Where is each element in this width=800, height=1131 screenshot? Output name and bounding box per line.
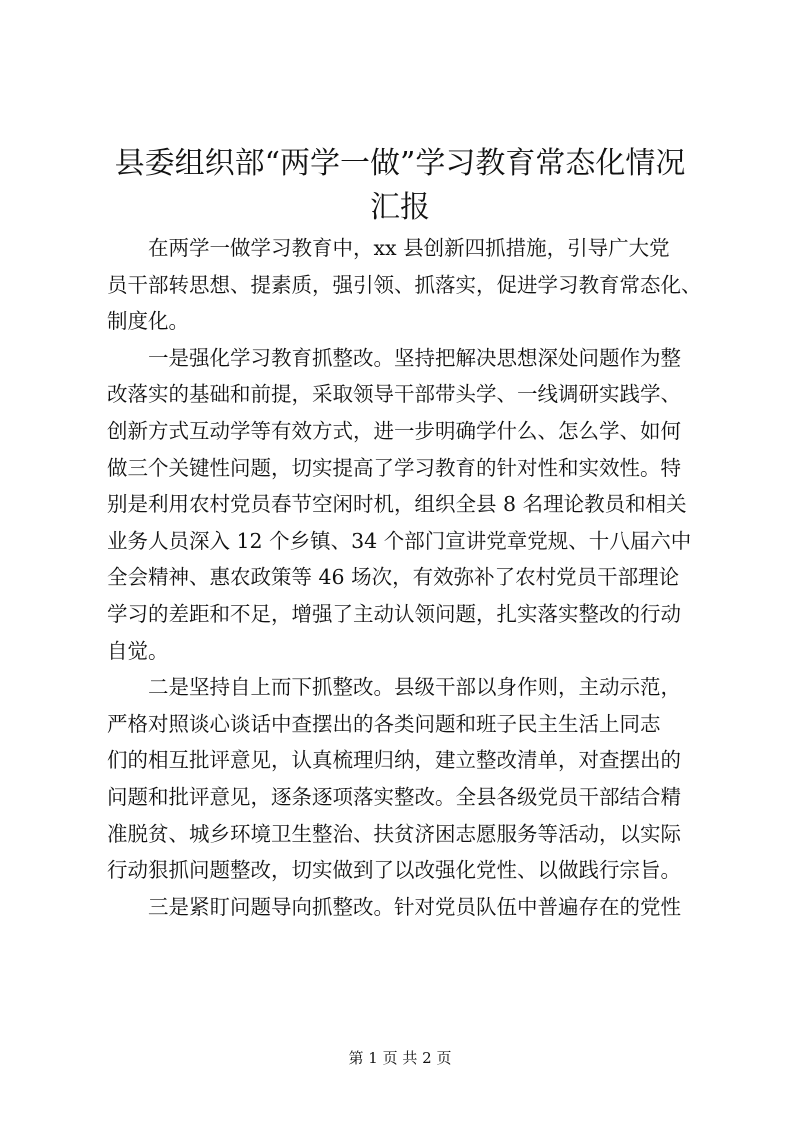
paragraph-3 xyxy=(107,889,707,926)
text-line: 改落实的基础和前提，采取领导干部带头学、一线调研实践学、 xyxy=(107,382,681,407)
text-line: 别是利用农村党员春节空闲时机，组织全县 8 名理论教员和相关 xyxy=(107,492,687,517)
text-line: 做三个关键性问题，切实提高了学习教育的针对性和实效性。特 xyxy=(107,455,681,480)
text-line: 学习的差距和不足，增强了主动认领问题，扎实落实整改的行动 xyxy=(107,601,681,626)
text-line: 创新方式互动学等有效方式，进一步明确学什么、怎么学、如何 xyxy=(107,418,681,443)
page-footer: 第 1 页 共 2 页 xyxy=(348,1049,452,1067)
paragraph-1 xyxy=(107,340,707,669)
paragraph-2 xyxy=(107,669,707,889)
text-line: 全会精神、惠农政策等 46 场次，有效弥补了农村党员干部理论 xyxy=(107,565,680,590)
document-body xyxy=(107,230,707,925)
text-line: 二是坚持自上而下抓整改。县级干部以身作则，主动示范， xyxy=(107,675,681,700)
text-line: 一是强化学习教育抓整改。坚持把解决思想深处问题作为整 xyxy=(107,345,681,370)
text-line: 业务人员深入 12 个乡镇、34 个部门宣讲党章党规、十八届六中 xyxy=(107,528,692,553)
text-line: 准脱贫、城乡环境卫生整治、扶贫济困志愿服务等活动，以实际 xyxy=(107,821,681,846)
text-line: 在两学一做学习教育中，xx 县创新四抓措施，引导广大党 xyxy=(107,236,670,260)
text-line: 严格对照谈心谈话中查摆出的各类问题和班子民主生活上同志 xyxy=(107,711,661,736)
text-line: 行动狠抓问题整改，切实做到了以改强化党性、以做践行宗旨。 xyxy=(107,858,681,883)
text-line: 三是紧盯问题导向抓整改。针对党员队伍中普遍存在的党性 xyxy=(107,894,681,919)
text-line: 制度化。 xyxy=(107,309,189,334)
text-line: 问题和批评意见，逐条逐项落实整改。全县各级党员干部结合精 xyxy=(107,784,681,809)
document-title xyxy=(90,142,710,230)
paragraph-intro xyxy=(107,230,707,340)
title-line: 县委组织部“两学一做”学习教育常态化情况 xyxy=(114,146,686,181)
text-line: 员干部转思想、提素质，强引领、抓落实，促进学习教育常态化、 xyxy=(107,272,702,297)
title-line: 汇报 xyxy=(370,190,430,225)
text-line: 们的相互批评意见，认真梳理归纳，建立整改清单，对查摆出的 xyxy=(107,748,681,773)
text-line: 自觉。 xyxy=(107,638,169,663)
